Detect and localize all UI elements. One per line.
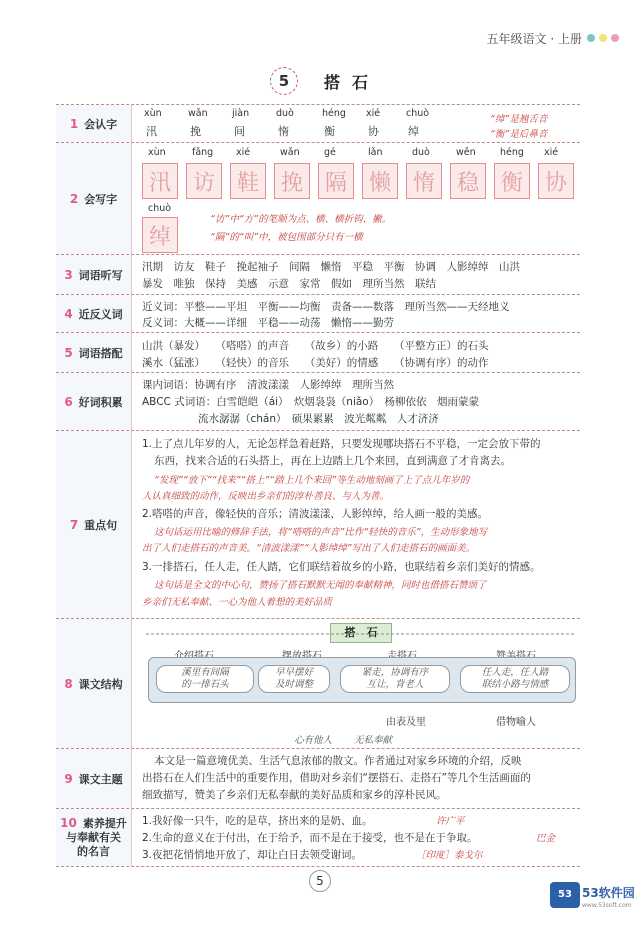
- section-10-label: 10 素养提升 与奉献有关 的名言: [56, 809, 132, 866]
- note-ge: “隔”的“叫”中，被包围部分只有一横: [210, 232, 363, 243]
- section-4-content: [136, 295, 580, 332]
- key-sentence-1-cont: 东西，找来合适的石头搭上，再在上边踏上几个来回，直到满意了才肯离去。: [154, 455, 511, 467]
- recognize-char: 绰: [408, 125, 419, 138]
- write-grid: [186, 163, 222, 199]
- structure-bottom-2: 无私奉献: [354, 735, 393, 746]
- recognize-pinyin: chuò: [406, 108, 430, 119]
- write-pinyin: lǎn: [368, 147, 383, 158]
- structure-under-2: 借物喻人: [496, 717, 536, 728]
- quote-3: 3.夜把花悄悄地开放了，却让白日去领受谢词。: [142, 849, 363, 861]
- write-pinyin: héng: [500, 147, 524, 158]
- section-4-row: [56, 295, 580, 333]
- section-7-row: [56, 431, 580, 619]
- key-note-3b: 乡亲们无私奉献、一心为他人着想的美好品质: [142, 597, 333, 608]
- recognize-pinyin: xùn: [144, 108, 162, 119]
- book-title: 五年级语文 · 上册: [486, 32, 582, 46]
- section-7-content: [136, 431, 580, 618]
- write-grid: [142, 217, 178, 253]
- watermark-logo: [550, 882, 636, 916]
- section-1-row: [56, 105, 580, 143]
- section-5-content: [136, 333, 580, 372]
- structure-box-3: 紧走，协调有序 互让，背老人: [340, 665, 450, 693]
- section-7-label: 7 重点句: [56, 431, 132, 618]
- watermark-text: 53软件园: [582, 886, 635, 900]
- write-grid: [450, 163, 486, 199]
- write-char: 协: [544, 170, 567, 196]
- write-char: 访: [192, 170, 215, 196]
- recognize-char: 汛: [146, 125, 157, 138]
- recognize-char: 惰: [278, 125, 289, 138]
- recognize-pinyin: wǎn: [188, 108, 208, 119]
- good-words-line-3: 流水潺潺（chán） 硕果累累 波光粼粼 人才济济: [198, 413, 439, 425]
- dictation-line-1: 汛期 访友 鞋子 挽起袖子 间隔 懒惰 平稳 平衡 协调 人影绰绰 山洪: [142, 261, 520, 273]
- section-1-content: [136, 105, 580, 142]
- key-sentence-1: 1.上了点儿年岁的人，无论怎样急着赶路，只要发现哪块搭石不平稳，一定会放下带的: [142, 438, 541, 450]
- watermark-url: www.53soft.com: [582, 902, 632, 909]
- section-5-row: [56, 333, 580, 373]
- collocation-line-1: 山洪（暴发） （嗒嗒）的声音 （故乡）的小路 （平整方正）的石头: [142, 340, 489, 352]
- write-pinyin: chuò: [148, 203, 172, 214]
- structure-box-2: 早早摆好 及时调整: [258, 665, 330, 693]
- theme-line-1: 本文是一篇意境优美、生活气息浓郁的散文。作者通过对家乡环境的介绍，反映: [154, 755, 522, 767]
- dot-teal-icon: [587, 34, 595, 42]
- write-pinyin: xùn: [148, 147, 166, 158]
- section-6-label: 6 好词积累: [56, 373, 132, 430]
- section-6-content: [136, 373, 580, 430]
- write-char: 汛: [148, 170, 171, 196]
- write-pinyin: duò: [412, 147, 430, 158]
- key-note-2a: 这句话运用比喻的修辞手法，将“嗒嗒的声音”比作“轻快的音乐”，生动形象地写: [154, 527, 488, 538]
- write-pinyin: xié: [236, 147, 251, 158]
- section-8-label: 8 课文结构: [56, 619, 132, 748]
- write-char: 惰: [412, 170, 435, 196]
- lesson-title: 搭石: [324, 72, 381, 92]
- section-8-row: [56, 619, 580, 749]
- recognize-char: 间: [234, 125, 245, 138]
- section-3-row: [56, 255, 580, 295]
- theme-line-2: 出搭石在人们生活中的重要作用，借助对乡亲们“摆搭石、走搭石”等几个生活画面的: [142, 772, 531, 784]
- key-note-3a: 这句话是全文的中心句，赞扬了搭石默默无闻的奉献精神，同时也借搭石赞颂了: [154, 580, 487, 591]
- section-8-content: [56, 619, 580, 748]
- good-words-line-1: 课内词语：协调有序 清波漾漾 人影绰绰 理所当然: [142, 379, 394, 391]
- write-pinyin: gé: [324, 147, 336, 158]
- write-grid: [230, 163, 266, 199]
- quote-1: 1.我好像一只牛，吃的是草，挤出来的是奶、血。: [142, 815, 373, 827]
- recognize-pinyin: héng: [322, 108, 346, 119]
- write-char: 稳: [456, 170, 479, 196]
- collocation-line-2: 溪水（猛涨） （轻快）的音乐 （美好）的情感 （协调有序）的动作: [142, 357, 489, 369]
- good-words-line-2: ABCC 式词语：白雪皑皑（ái） 炊烟袅袅（niǎo） 杨柳依依 烟雨蒙蒙: [142, 396, 479, 408]
- write-char: 隔: [324, 170, 347, 196]
- dot-pink-icon: [611, 34, 619, 42]
- write-grid: [406, 163, 442, 199]
- section-2-label: 2 会写字: [56, 143, 132, 254]
- lesson-number: 5: [270, 67, 298, 95]
- key-note-1b: 人认真细致的动作，反映出乡亲们的淳朴善良、与人为善。: [142, 491, 390, 502]
- section-5-label: 5 词语搭配: [56, 333, 132, 372]
- theme-line-3: 细致描写，赞美了乡亲们无私奉献的美好品质和家乡的淳朴民风。: [142, 789, 447, 801]
- section-9-label: 9 课文主题: [56, 749, 132, 808]
- recognize-char: 协: [368, 125, 379, 138]
- structure-box-1: 溪里有间隔 的一排石头: [156, 665, 254, 693]
- section-9-row: [56, 749, 580, 809]
- write-grid: [362, 163, 398, 199]
- structure-box-4: 任人走，任人踏 联结小路与情感: [460, 665, 570, 693]
- quote-2: 2.生命的意义在于付出，在于给予，而不是在于接受，也不是在于争取。: [142, 832, 478, 844]
- structure-title: 搭 石: [330, 623, 392, 643]
- recognize-pinyin: jiàn: [232, 108, 250, 119]
- write-grid: [274, 163, 310, 199]
- watermark-mark: 53: [550, 882, 580, 908]
- quote-2-author: 巴金: [536, 833, 556, 844]
- recognize-char: 衡: [324, 125, 335, 138]
- section-6-row: [56, 373, 580, 431]
- write-grid: [142, 163, 178, 199]
- dictation-line-2: 暴发 唯独 保持 美感 示意 家常 假如 理所当然 联结: [142, 278, 436, 290]
- write-pinyin: wǎn: [280, 147, 300, 158]
- key-sentence-2: 2.嗒嗒的声音，像轻快的音乐；清波漾漾，人影绰绰，给人画一般的美感。: [142, 508, 489, 520]
- section-3-content: [136, 255, 580, 294]
- write-grid: [538, 163, 574, 199]
- key-sentence-3: 3.一排搭石，任人走，任人踏，它们联结着故乡的小路，也联结着乡亲们美好的情感。: [142, 561, 541, 573]
- quote-3-author: ［印度］泰戈尔: [416, 850, 483, 861]
- key-note-2b: 出了人们走搭石的声音美。“清波漾漾”“人影绰绰”写出了人们走搭石的画面美。: [142, 543, 476, 554]
- recognize-char: 挽: [190, 125, 201, 138]
- note-chuo: “绰”是翘舌音: [490, 114, 548, 125]
- write-grid: [494, 163, 530, 199]
- section-3-label: 3 词语听写: [56, 255, 132, 294]
- write-pinyin: fǎng: [192, 147, 214, 158]
- section-10-row: [56, 809, 580, 867]
- section-10-content: [136, 809, 580, 866]
- structure-top-line: [146, 633, 576, 635]
- antonym-line: 反义词：大概——详细 平稳——动荡 懒惰——勤劳: [142, 317, 394, 329]
- key-note-1a: “发现”“放下”“找来”“搭上”“踏上几个来回”等生动地刻画了上了点儿年岁的: [154, 475, 470, 486]
- study-table: [56, 104, 580, 861]
- write-char: 鞋: [236, 170, 259, 196]
- lesson-heading: [270, 67, 380, 95]
- synonym-line: 近义词：平整——平坦 平衡——均衡 责备——数落 理所当然——天经地义: [142, 301, 510, 313]
- structure-under-1: 由表及里: [386, 717, 426, 728]
- note-fang: “访”中“方”的笔顺为点、横、横折钩、撇。: [210, 214, 392, 225]
- write-char: 挽: [280, 170, 303, 196]
- recognize-pinyin: xié: [366, 108, 381, 119]
- section-4-label: 4 近反义词: [56, 295, 132, 332]
- recognize-pinyin: duò: [276, 108, 294, 119]
- write-grid: [318, 163, 354, 199]
- quote-1-author: 许广平: [436, 816, 465, 827]
- dot-yellow-icon: [599, 34, 607, 42]
- page-header: [0, 0, 640, 56]
- section-2-content: [136, 143, 580, 254]
- write-pinyin: wěn: [456, 147, 476, 158]
- section-9-content: [136, 749, 580, 808]
- write-char: 绰: [148, 224, 171, 250]
- note-heng: “衡”是后鼻音: [490, 129, 548, 140]
- section-2-row: [56, 143, 580, 255]
- write-char: 衡: [500, 170, 523, 196]
- write-char: 懒: [368, 170, 391, 196]
- structure-bottom-1: 心有他人: [294, 735, 333, 746]
- page-number: 5: [309, 870, 331, 892]
- section-1-label: 1 会认字: [56, 105, 132, 142]
- write-pinyin: xié: [544, 147, 559, 158]
